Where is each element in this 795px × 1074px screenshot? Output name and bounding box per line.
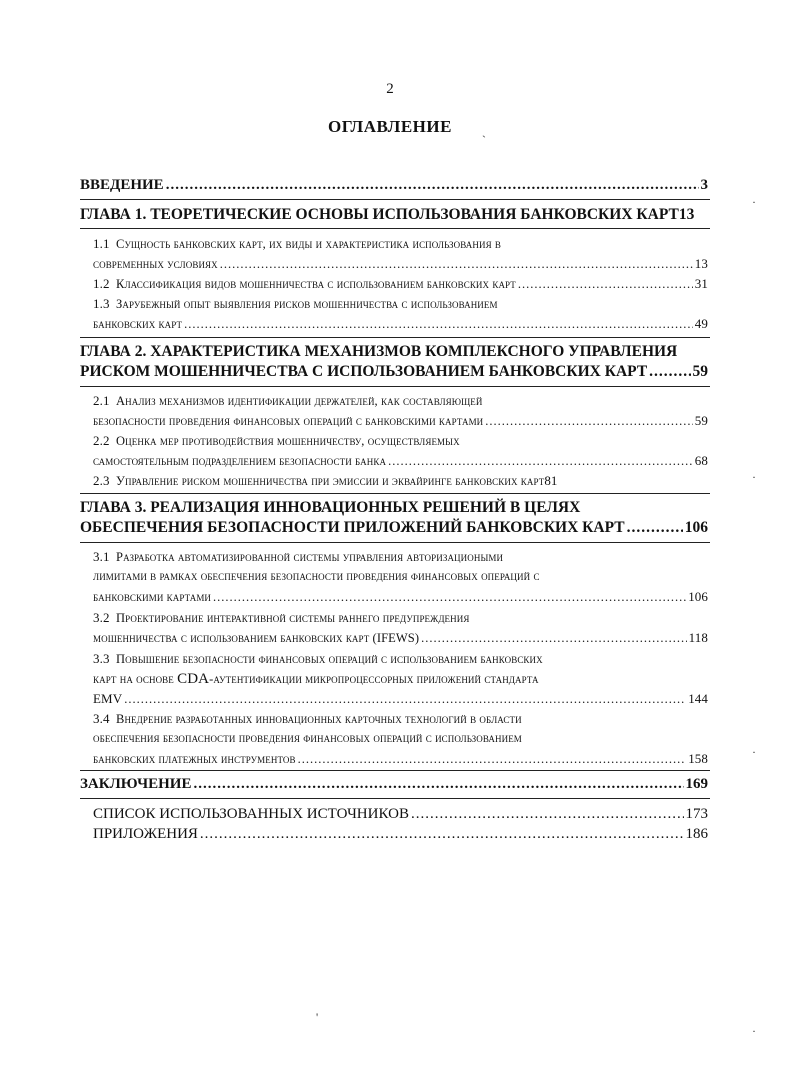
section-divider <box>80 337 710 338</box>
chapter-title: ГЛАВА 3. РЕАЛИЗАЦИЯ ИННОВАЦИОННЫХ РЕШЕНИЙ В ЦЕЛЯХ <box>80 499 581 516</box>
page-title: ОГЛАВЛЕНИЕ <box>328 117 452 136</box>
section-number: 2.3 <box>93 473 110 488</box>
section-number: 2.1 <box>93 393 110 408</box>
section-title-abbr: CDA <box>177 671 210 687</box>
section-number: 3.2 <box>93 610 110 625</box>
toc-section-3-4[interactable] <box>93 711 522 727</box>
section-number: 3.4 <box>93 711 110 726</box>
toc-page: 144 <box>688 691 708 706</box>
scan-speck: ' <box>316 1010 319 1024</box>
scan-speck: · <box>752 1024 756 1038</box>
section-title: Проектирование интерактивной системы раннего предупреждения <box>116 611 470 625</box>
toc-label: ЗАКЛЮЧЕНИЕ <box>80 776 192 792</box>
section-title: обеспечения безопасности проведения финансовых операций с использованием <box>93 731 522 745</box>
chapter-title: ОБЕСПЕЧЕНИЯ БЕЗОПАСНОСТИ ПРИЛОЖЕНИЙ БАНКОВСКИХ КАРТ <box>80 519 625 536</box>
section-title: EMV <box>93 691 123 706</box>
toc-section-1-2[interactable] <box>93 276 708 292</box>
toc-page: 59 <box>694 413 708 428</box>
section-number: 2.2 <box>93 433 110 448</box>
toc-page: 118 <box>688 630 708 645</box>
toc-section-1-3-cont[interactable] <box>93 316 708 332</box>
chapter-title: ГЛАВА 2. ХАРАКТЕРИСТИКА МЕХАНИЗМОВ КОМПЛЕКСНОГО УПРАВЛЕНИЯ <box>80 343 678 360</box>
toc-label: ПРИЛОЖЕНИЯ <box>93 826 198 842</box>
toc-page: 106 <box>688 589 708 604</box>
toc-page: 106 <box>684 519 708 536</box>
section-title: лимитами в рамках обеспечения безопасности проведения финансовых операций с <box>93 569 540 583</box>
toc-section-3-4-line2[interactable] <box>93 731 522 746</box>
toc-entry-intro[interactable] <box>80 177 708 194</box>
section-title: Анализ механизмов идентификации держателей, как составляющей <box>116 394 483 408</box>
section-title: Управление риском мошенничества при эмиссии и эквайринге банковских карт <box>116 474 545 488</box>
toc-chapter-1[interactable] <box>80 206 694 224</box>
chapter-title: РИСКОМ МОШЕННИЧЕСТВА С ИСПОЛЬЗОВАНИЕМ БАНКОВСКИХ КАРТ <box>80 363 648 380</box>
toc-page: 68 <box>694 453 708 468</box>
section-title: Внедрение разработанных инновационных карточных технологий в области <box>116 712 522 726</box>
section-title: Классификация видов мошенничества с использованием банковских карт <box>116 277 516 291</box>
toc-page: 169 <box>685 776 708 792</box>
toc-page: 13 <box>678 206 695 223</box>
section-title: современных условиях <box>93 257 218 271</box>
section-divider <box>80 798 710 799</box>
toc-section-3-1[interactable] <box>93 549 503 565</box>
toc-label: ВВЕДЕНИЕ <box>80 177 164 193</box>
section-title: безопасности проведения финансовых операций с банковскими картами <box>93 414 484 428</box>
section-number: 1.2 <box>93 276 110 291</box>
toc-section-3-3[interactable] <box>93 651 543 667</box>
section-title: банковских карт <box>93 317 183 331</box>
section-divider <box>80 386 710 387</box>
section-title: мошенничества с использованием банковских карт (IFEWS) <box>93 631 420 645</box>
scan-speck: ˏ <box>482 124 486 138</box>
scan-speck: · <box>752 745 756 759</box>
section-title: самостоятельным подразделением безопасности банка <box>93 454 387 468</box>
toc-section-3-3-cont[interactable] <box>93 691 708 707</box>
section-number: 1.1 <box>93 236 110 251</box>
section-title: карт на основе <box>93 672 178 686</box>
toc-section-2-1-cont[interactable] <box>93 413 708 429</box>
section-divider <box>80 542 710 543</box>
toc-section-3-1-line2[interactable] <box>93 569 540 584</box>
toc-label: СПИСОК ИСПОЛЬЗОВАННЫХ ИСТОЧНИКОВ <box>93 806 409 822</box>
scan-speck: · <box>752 195 756 209</box>
section-title: банковскими картами <box>93 590 212 604</box>
toc-entry-appendix[interactable] <box>93 826 708 843</box>
toc-page: 49 <box>694 316 708 331</box>
section-divider <box>80 228 710 229</box>
toc-page: 173 <box>685 806 708 822</box>
chapter-title: ГЛАВА 1. ТЕОРЕТИЧЕСКИЕ ОСНОВЫ ИСПОЛЬЗОВАНИЯ БАНКОВСКИХ КАРТ <box>80 206 679 223</box>
toc-page: 13 <box>694 256 708 271</box>
section-divider <box>80 199 710 200</box>
toc-chapter-3[interactable] <box>80 499 580 517</box>
section-title: Зарубежный опыт выявления рисков мошенничества с использованием <box>116 297 498 311</box>
toc-page: 81 <box>544 473 558 488</box>
toc-section-3-4-cont[interactable] <box>93 751 708 767</box>
section-number: 1.3 <box>93 296 110 311</box>
section-divider <box>80 493 710 494</box>
toc-section-3-2-cont[interactable] <box>93 630 708 646</box>
scan-speck: · <box>752 470 756 484</box>
toc-entry-sources[interactable] <box>93 806 708 823</box>
toc-page: 31 <box>694 276 708 291</box>
toc-section-2-2[interactable] <box>93 433 460 449</box>
toc-section-2-1[interactable] <box>93 393 483 409</box>
toc-section-1-1-cont[interactable] <box>93 256 708 272</box>
page-number: 2 <box>386 81 394 97</box>
toc-page: 158 <box>688 751 708 766</box>
toc-chapter-3-cont[interactable] <box>80 519 708 537</box>
toc-page: 3 <box>700 177 708 193</box>
section-title: банковских платежных инструментов <box>93 752 296 766</box>
toc-section-3-2[interactable] <box>93 610 469 626</box>
section-title: Разработка автоматизированной системы управления авторизациоными <box>116 550 504 564</box>
section-title: Повышение безопасности финансовых операций с использованием банковских <box>116 652 543 666</box>
section-title: Сущность банковских карт, их виды и характеристика использования в <box>116 237 502 251</box>
toc-page: 186 <box>685 826 708 842</box>
section-number: 3.1 <box>93 549 110 564</box>
toc-chapter-2-cont[interactable] <box>80 363 708 381</box>
section-divider <box>80 770 710 771</box>
toc-section-3-1-cont[interactable] <box>93 589 708 605</box>
toc-section-1-3[interactable] <box>93 296 498 312</box>
toc-section-2-2-cont[interactable] <box>93 453 708 469</box>
toc-section-3-3-line2[interactable] <box>93 671 539 688</box>
toc-page: 59 <box>692 363 708 380</box>
section-title: Оценка мер противодействия мошенничеству, осуществляемых <box>116 434 460 448</box>
toc-entry-conclusion[interactable] <box>80 776 708 793</box>
toc-section-2-3[interactable] <box>93 473 558 489</box>
section-number: 3.3 <box>93 651 110 666</box>
toc-section-1-1[interactable] <box>93 236 501 252</box>
toc-chapter-2[interactable] <box>80 343 677 361</box>
section-title: -аутентификации микропроцессорных приложений стандарта <box>209 672 539 686</box>
